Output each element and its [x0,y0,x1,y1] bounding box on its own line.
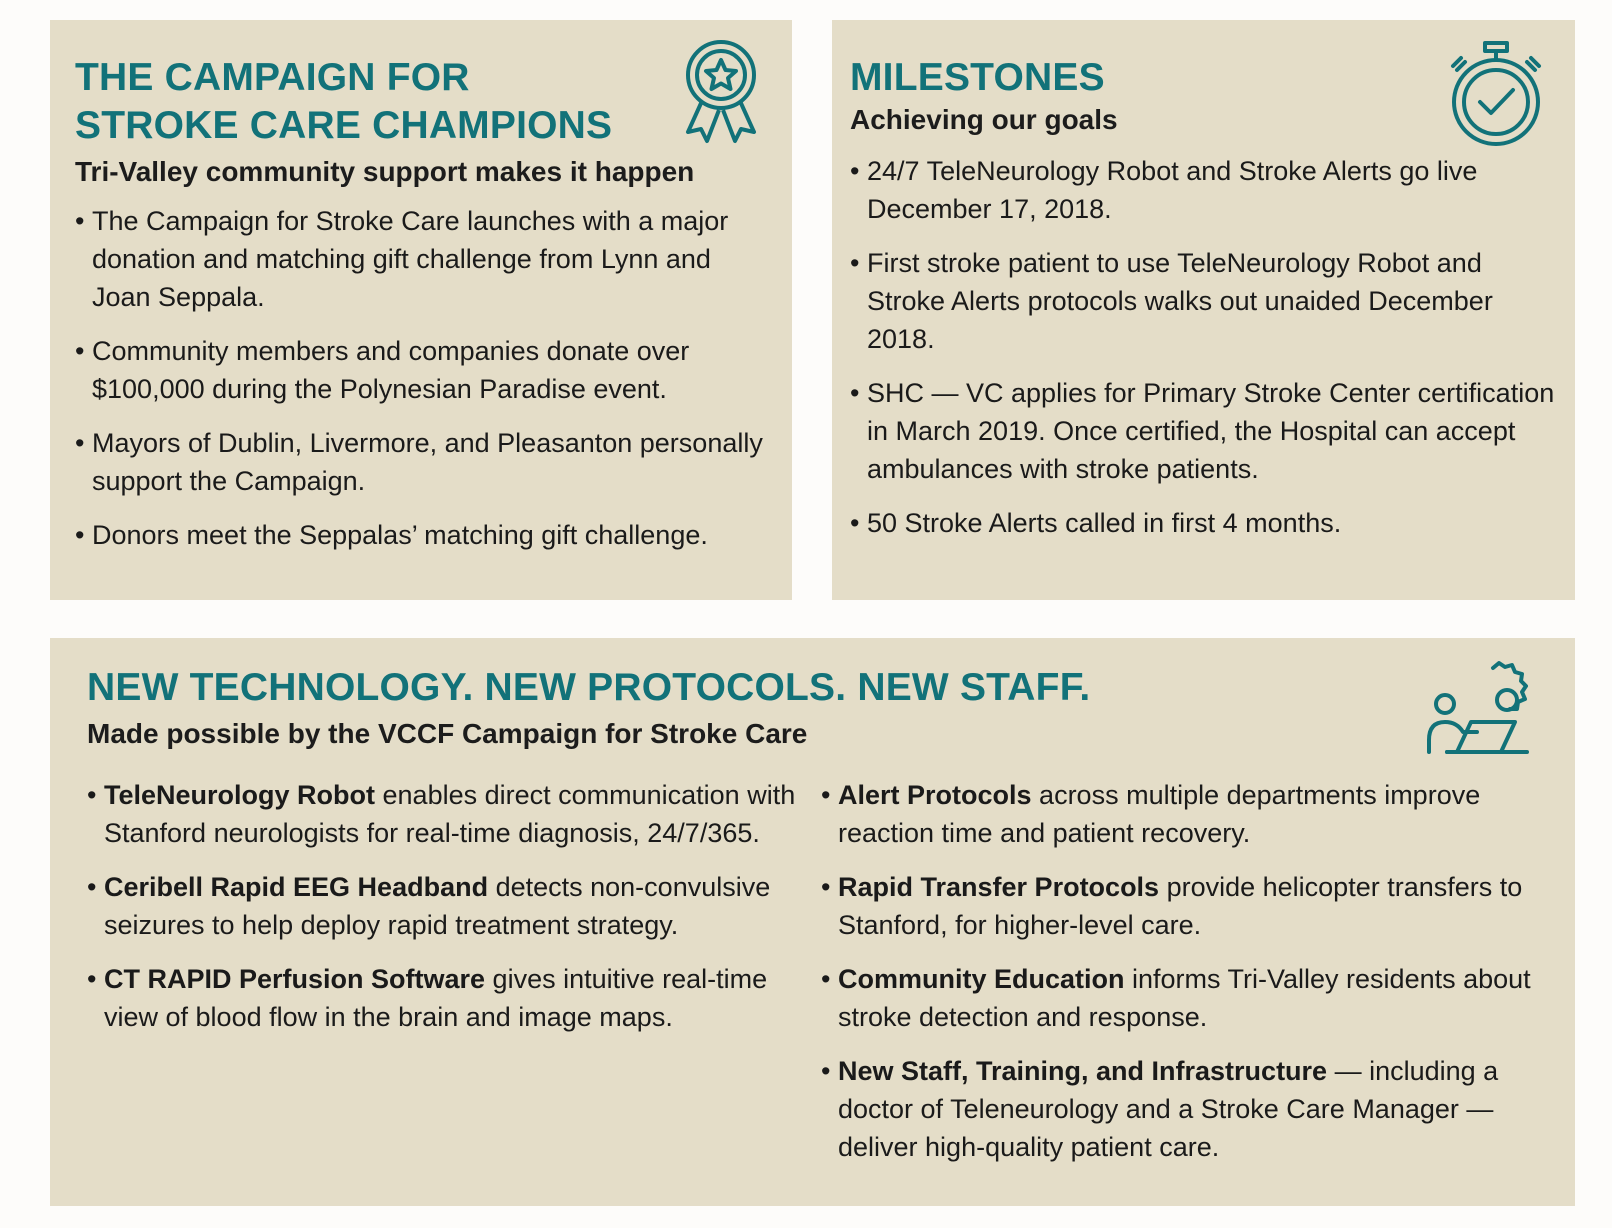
item-bold-label: New Staff, Training, and Infrastructure [838,1056,1328,1086]
technology-right-column [821,764,1555,1182]
list-item [821,776,1555,852]
list-item: • First stroke patient to use TeleNeurology Robot and Stroke Alerts protocols walks out unaided December 2018. [850,244,1555,358]
list-item [87,776,821,852]
item-text: provide helicopter transfers to Stanford, for higher-level care. [838,872,1523,940]
item-text: across multiple departments improve reaction time and patient recovery. [838,780,1481,848]
item-bold-label: Rapid Transfer Protocols [838,872,1160,902]
list-item: • Mayors of Dublin, Livermore, and Pleasanton personally support the Campaign. [75,424,772,500]
list-item [821,868,1555,944]
list-item: • SHC — VC applies for Primary Stroke Center certification in March 2019. Once certified, the Hospital can accept ambulances with stroke patients. [850,374,1555,488]
list-item [87,868,821,944]
campaign-panel [50,20,792,600]
technology-left-list [87,776,821,1036]
campaign-subtitle: Tri-Valley community support makes it happen [75,156,695,187]
item-text: — including a doctor of Teleneurology and a Stroke Care Manager — deliver high-quality patient care. [838,1056,1499,1162]
list-item: • The Campaign for Stroke Care launches with a major donation and matching gift challenge from Lynn and Joan Seppala. [75,202,772,316]
item-bold-label: TeleNeurology Robot [104,780,376,810]
milestones-list [850,152,1555,542]
item-bold-label: Ceribell Rapid EEG Headband [104,872,489,902]
list-item [87,960,821,1036]
award-ribbon-star-icon [680,38,762,146]
campaign-title [75,54,772,150]
milestones-panel [832,20,1575,600]
item-bold-label: CT RAPID Perfusion Software [104,964,486,994]
technology-right-list [821,776,1555,1166]
list-item: • Community members and companies donate over $100,000 during the Polynesian Paradise event. [75,332,772,408]
list-item [821,1052,1555,1166]
item-text: enables direct communication with Stanford neurologists for real-time diagnosis, 24/7/365. [104,780,796,848]
campaign-list [75,202,772,554]
technology-title: NEW TECHNOLOGY. NEW PROTOCOLS. NEW STAFF. [87,666,1091,709]
campaign-title-line1: THE CAMPAIGN FOR [75,56,470,99]
item-bold-label: Alert Protocols [838,780,1032,810]
team-gear-laptop-icon [1427,660,1545,756]
stopwatch-check-icon [1447,40,1545,148]
milestones-title: MILESTONES [850,56,1105,99]
list-item [821,960,1555,1036]
item-text: informs Tri-Valley residents about stroke detection and response. [838,964,1531,1032]
technology-panel [50,638,1575,1206]
technology-left-column [87,764,821,1182]
list-item: • 50 Stroke Alerts called in first 4 months. [850,504,1555,542]
item-text: detects non-convulsive seizures to help deploy rapid treatment strategy. [104,872,771,940]
item-text: gives intuitive real-time view of blood flow in the brain and image maps. [104,964,768,1032]
list-item: • 24/7 TeleNeurology Robot and Stroke Alerts go live December 17, 2018. [850,152,1555,228]
item-bold-label: Community Education [838,964,1125,994]
technology-columns [87,764,1555,1182]
campaign-title-line2: STROKE CARE CHAMPIONS [75,104,613,147]
list-item: • Donors meet the Seppalas’ matching gift challenge. [75,516,772,554]
milestones-subtitle: Achieving our goals [850,104,1118,135]
technology-subtitle: Made possible by the VCCF Campaign for Stroke Care [87,718,808,749]
